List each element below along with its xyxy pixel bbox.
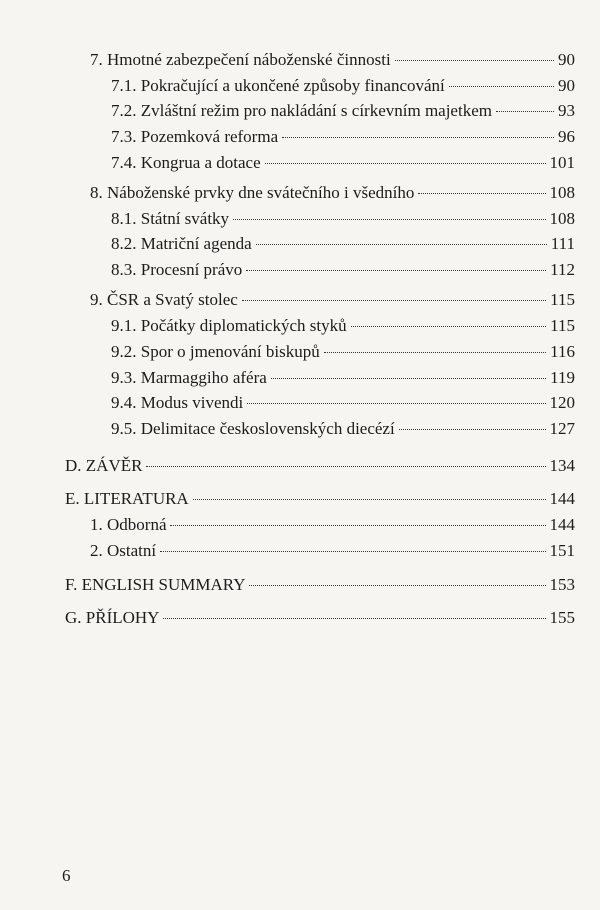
toc-entry-label: E. LITERATURA — [65, 489, 189, 508]
toc-entry-label: 9.2. Spor o jmenování biskupů — [111, 342, 320, 361]
toc-leader — [246, 269, 546, 271]
toc-entry — [111, 341, 575, 363]
toc-entry-label: 7.2. Zvláštní režim pro nakládání s církevním majetkem — [111, 101, 492, 120]
toc-entry-page: 144 — [549, 515, 575, 534]
toc-entry — [111, 315, 575, 337]
toc-entry-label: 7. Hmotné zabezpečení náboženské činnosti — [90, 50, 391, 69]
toc-entry-page: 151 — [549, 541, 575, 560]
toc-leader — [249, 584, 545, 586]
toc-leader — [418, 192, 545, 194]
toc-entry-page: 93 — [558, 101, 575, 120]
toc-entry — [90, 540, 575, 562]
toc-leader — [170, 524, 545, 526]
toc-entry-page: 115 — [550, 316, 575, 335]
toc-entry-page: 108 — [549, 209, 575, 228]
toc-leader — [395, 59, 554, 61]
toc-entry — [111, 152, 575, 174]
toc-leader — [282, 136, 554, 138]
toc-entry — [90, 182, 575, 204]
toc-entry-label: 8.2. Matriční agenda — [111, 234, 252, 253]
toc-entry — [111, 233, 575, 255]
toc-entry-page: 120 — [549, 393, 575, 412]
toc-entry — [111, 392, 575, 414]
toc-entry — [90, 49, 575, 71]
toc-entry-label: 1. Odborná — [90, 515, 167, 534]
toc-entry-page: 111 — [550, 234, 575, 253]
toc-leader — [242, 299, 546, 301]
toc-entry-label: 9.4. Modus vivendi — [111, 393, 244, 412]
toc-entry — [65, 607, 575, 629]
toc-entry-page: 155 — [549, 608, 575, 627]
toc-leader — [247, 402, 545, 404]
toc-leader — [160, 550, 545, 552]
toc-entry-label: D. ZÁVĚR — [65, 456, 143, 475]
toc-leader — [163, 617, 545, 619]
toc-entry-label: 7.3. Pozemková reforma — [111, 127, 279, 146]
toc-entry — [111, 100, 575, 122]
toc-entry — [65, 455, 575, 477]
toc-leader — [324, 351, 546, 353]
toc-leader — [271, 377, 546, 379]
toc-leader — [449, 85, 554, 87]
toc-leader — [351, 325, 547, 327]
toc-entry — [111, 259, 575, 281]
toc-entry — [111, 208, 575, 230]
toc-entry-page: 119 — [550, 368, 575, 387]
toc-entry — [111, 75, 575, 97]
toc-entry — [111, 367, 575, 389]
toc-entry — [65, 488, 575, 510]
toc-entry-label: 7.1. Pokračující a ukončené způsoby financování — [111, 76, 445, 95]
toc-entry-label: 2. Ostatní — [90, 541, 157, 560]
toc-entry-label: 7.4. Kongrua a dotace — [111, 153, 261, 172]
toc-leader — [399, 428, 546, 430]
toc-entry-page: 115 — [550, 290, 575, 309]
toc-entry-label: F. ENGLISH SUMMARY — [65, 575, 246, 594]
toc-entry-page: 90 — [558, 76, 575, 95]
toc-entry — [90, 289, 575, 311]
toc-entry-page: 108 — [549, 183, 575, 202]
page-number: 6 — [62, 866, 71, 885]
toc-leader — [265, 162, 546, 164]
toc-entry-page: 90 — [558, 50, 575, 69]
toc-entry-page: 116 — [550, 342, 575, 361]
toc-entry-page: 112 — [550, 260, 575, 279]
toc-entry-label: 9.1. Počátky diplomatických styků — [111, 316, 347, 335]
toc-entry — [111, 126, 575, 148]
toc-entry-label: 9.3. Marmaggiho aféra — [111, 368, 267, 387]
toc-entry — [111, 418, 575, 440]
toc-entry-page: 101 — [549, 153, 575, 172]
toc-entry-label: 9. ČSR a Svatý stolec — [90, 290, 238, 309]
toc-entry-page: 144 — [549, 489, 575, 508]
toc-entry-page: 134 — [549, 456, 575, 475]
toc-leader — [496, 110, 554, 112]
toc-entry — [65, 574, 575, 596]
toc-entry-label: 8.1. Státní svátky — [111, 209, 230, 228]
toc-entry-label: G. PŘÍLOHY — [65, 608, 160, 627]
toc-leader — [146, 465, 545, 467]
toc-entry-page: 153 — [549, 575, 575, 594]
toc-leader — [233, 218, 545, 220]
toc-leader — [193, 498, 546, 500]
toc-entry — [90, 514, 575, 536]
toc-entry-label: 8. Náboženské prvky dne svátečního i všedního — [90, 183, 415, 202]
toc-entry-label: 8.3. Procesní právo — [111, 260, 243, 279]
toc-entry-page: 127 — [549, 419, 575, 438]
toc-entry-page: 96 — [558, 127, 575, 146]
toc-leader — [256, 243, 547, 245]
toc-entry-label: 9.5. Delimitace československých diecézí — [111, 419, 395, 438]
